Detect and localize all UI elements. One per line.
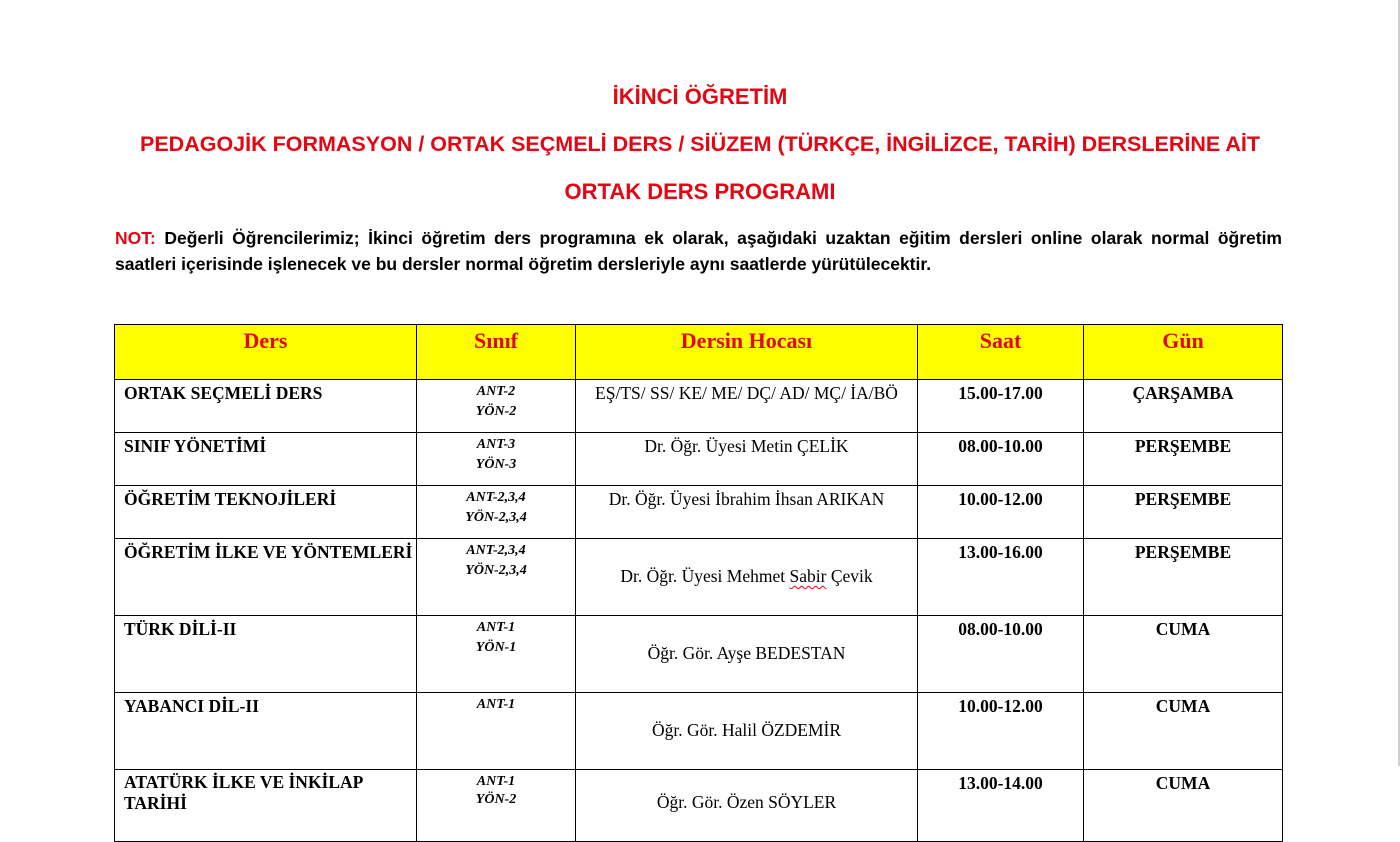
- class-line: YÖN-2: [475, 404, 517, 419]
- time-cell: 13.00-16.00: [918, 539, 1084, 616]
- teacher-cell: EŞ/TS/ SS/ KE/ ME/ DÇ/ AD/ MÇ/ İA/BÖ: [576, 380, 918, 433]
- title-second-education: İKİNCİ ÖĞRETİM: [612, 84, 788, 109]
- class-line: ANT-2,3,4: [466, 490, 526, 505]
- class-line: YÖN-1: [475, 640, 517, 655]
- teacher-cell: Öğr. Gör. Halil ÖZDEMİR: [576, 693, 918, 770]
- time-cell: 10.00-12.00: [918, 486, 1084, 539]
- title-program: ORTAK DERS PROGRAMI: [564, 179, 836, 204]
- time-cell: 15.00-17.00: [918, 380, 1084, 433]
- time-cell: 08.00-10.00: [918, 433, 1084, 486]
- header-course: Ders: [115, 325, 417, 380]
- table-row: [115, 486, 1283, 539]
- class-cell: [417, 616, 576, 693]
- table-row: [115, 539, 1283, 616]
- class-line: ANT-2,3,4: [466, 543, 526, 558]
- table-row: [115, 433, 1283, 486]
- class-line: ANT-2: [476, 384, 516, 399]
- spellcheck-word: Sabir: [789, 566, 827, 586]
- day-cell: ÇARŞAMBA: [1084, 380, 1283, 433]
- class-cell: [417, 770, 576, 842]
- course-cell: SINIF YÖNETİMİ: [115, 433, 417, 486]
- teacher-cell: Dr. Öğr. Üyesi Metin ÇELİK: [576, 433, 918, 486]
- teacher-name-part: Çevik: [830, 566, 873, 586]
- class-cell: [417, 539, 576, 616]
- class-line: YÖN-3: [475, 457, 517, 472]
- table-header-row: [115, 325, 1283, 380]
- header-teacher: Dersin Hocası: [576, 325, 918, 380]
- course-cell: ÖĞRETİM TEKNOJİLERİ: [115, 486, 417, 539]
- teacher-cell: [576, 539, 918, 616]
- class-line: YÖN-2: [475, 792, 517, 807]
- time-cell: 10.00-12.00: [918, 693, 1084, 770]
- class-cell: [417, 380, 576, 433]
- note-paragraph: [115, 225, 1282, 277]
- course-cell: YABANCI DİL-II: [115, 693, 417, 770]
- teacher-cell: Dr. Öğr. Üyesi İbrahim İhsan ARIKAN: [576, 486, 918, 539]
- class-line: ANT-1: [476, 620, 516, 635]
- class-line: ANT-1: [476, 774, 516, 789]
- class-cell: [417, 693, 576, 770]
- note-text: Değerli Öğrencilerimiz; İkinci öğretim ders programına ek olarak, aşağıdaki uzaktan eğitim dersleri online olarak normal öğretim saatleri içerisinde işlenecek ve bu dersler normal öğretim dersleriyle aynı saatlerde yürütülecektir.: [115, 228, 1282, 274]
- day-cell: CUMA: [1084, 616, 1283, 693]
- day-cell: PERŞEMBE: [1084, 539, 1283, 616]
- header-time: Saat: [918, 325, 1084, 380]
- teacher-name-part: Dr. Öğr. Üyesi Mehmet: [620, 566, 786, 586]
- schedule-table: [114, 324, 1283, 842]
- course-cell: ATATÜRK İLKE VE İNKİLAP TARİHİ: [115, 770, 417, 842]
- table-row: [115, 693, 1283, 770]
- table-row: [115, 380, 1283, 433]
- note-label: NOT:: [115, 228, 156, 248]
- table-row: [115, 770, 1283, 842]
- day-cell: PERŞEMBE: [1084, 486, 1283, 539]
- header-class: Sınıf: [417, 325, 576, 380]
- class-cell: [417, 486, 576, 539]
- table-row: [115, 616, 1283, 693]
- class-line: ANT-1: [476, 697, 516, 712]
- teacher-cell: Öğr. Gör. Ayşe BEDESTAN: [576, 616, 918, 693]
- course-cell: ÖĞRETİM İLKE VE YÖNTEMLERİ: [115, 539, 417, 616]
- class-cell: [417, 433, 576, 486]
- course-cell: TÜRK DİLİ-II: [115, 616, 417, 693]
- teacher-cell: Öğr. Gör. Özen SÖYLER: [576, 770, 918, 842]
- class-line: ANT-3: [476, 437, 516, 452]
- header-day: Gün: [1084, 325, 1283, 380]
- day-cell: PERŞEMBE: [1084, 433, 1283, 486]
- course-cell: ORTAK SEÇMELİ DERS: [115, 380, 417, 433]
- day-cell: CUMA: [1084, 693, 1283, 770]
- class-line: YÖN-2,3,4: [465, 510, 527, 525]
- time-cell: 08.00-10.00: [918, 616, 1084, 693]
- day-cell: CUMA: [1084, 770, 1283, 842]
- title-courses: PEDAGOJİK FORMASYON / ORTAK SEÇMELİ DERS / SİÜZEM (TÜRKÇE, İNGİLİZCE, TARİH) DERSLERİNE AİT: [139, 132, 1261, 156]
- class-line: YÖN-2,3,4: [465, 563, 527, 578]
- time-cell: 13.00-14.00: [918, 770, 1084, 842]
